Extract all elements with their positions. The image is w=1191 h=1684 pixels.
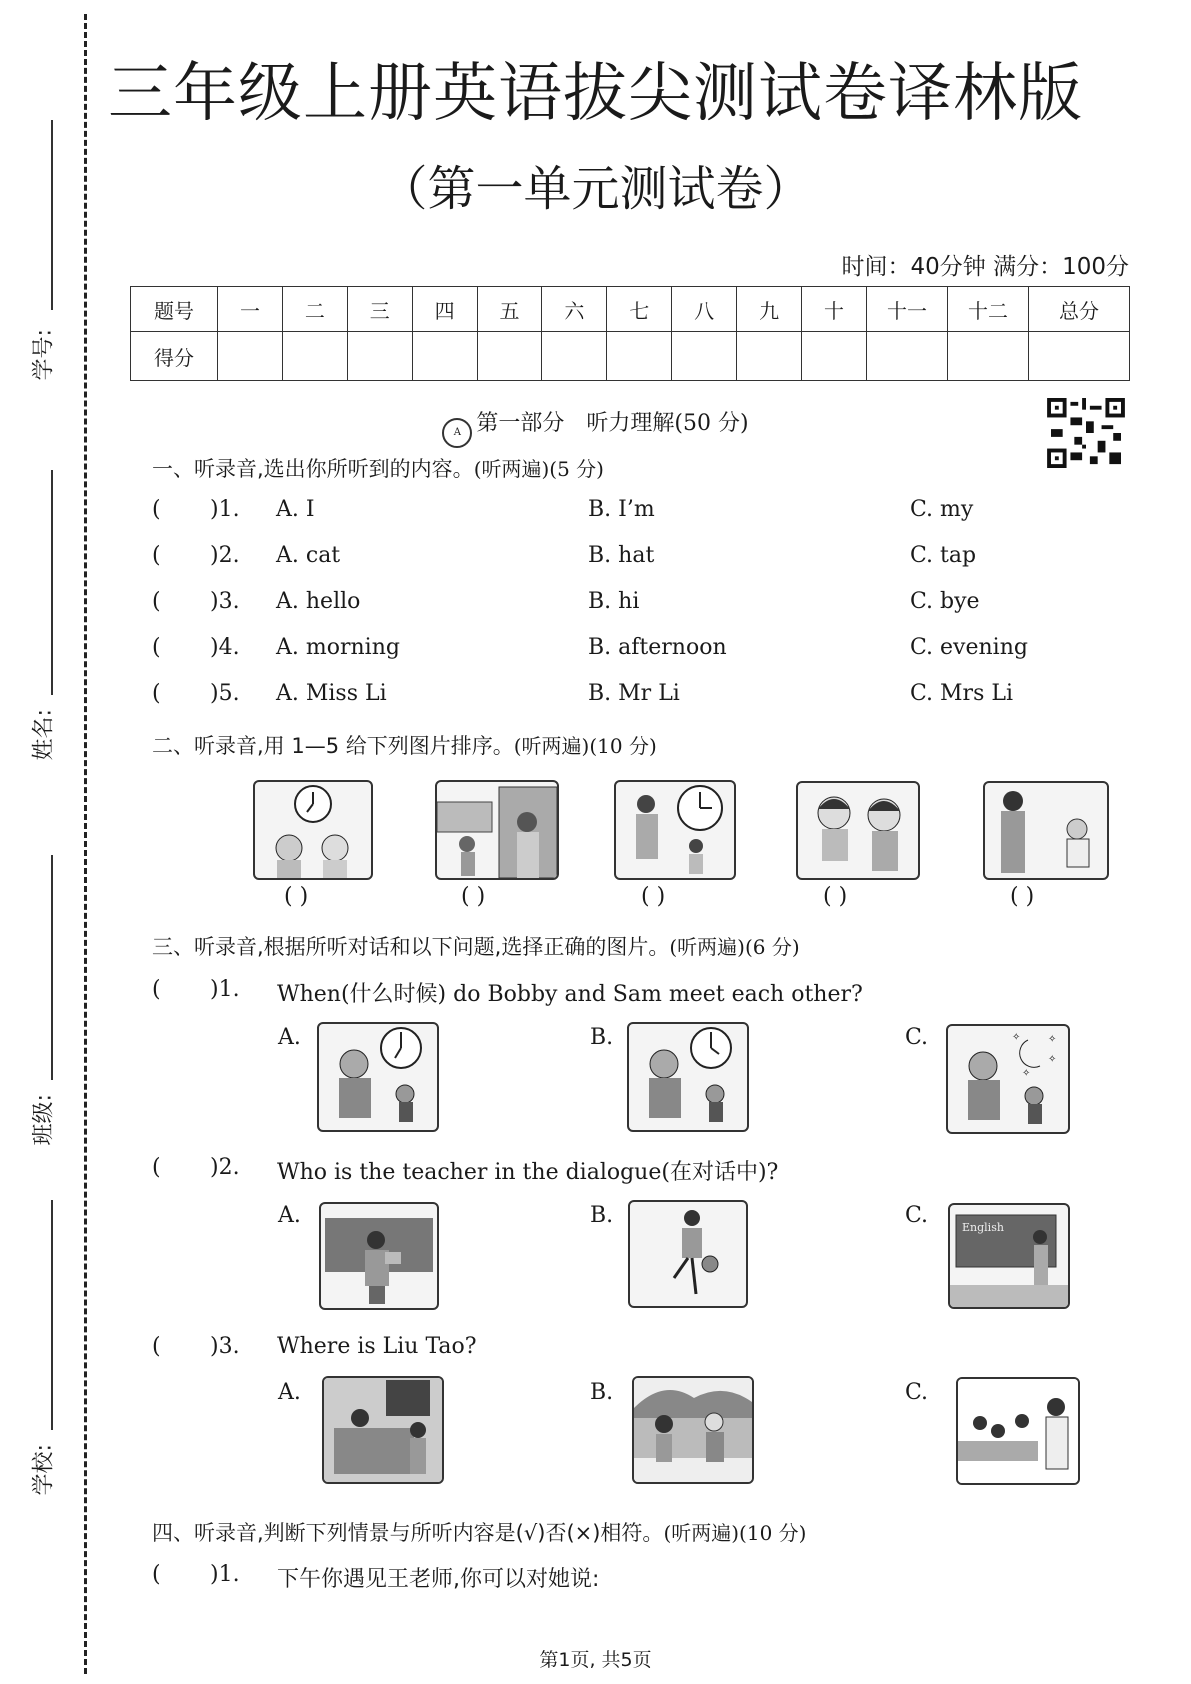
score-cell[interactable]: [948, 332, 1029, 381]
option-label-a: A.: [278, 1380, 301, 1405]
answer-blank[interactable]: (: [152, 589, 161, 614]
picture-cat-mouse-clock-4: [627, 1022, 749, 1132]
item-number: )4.: [210, 635, 240, 660]
option-label-a: A.: [278, 1203, 301, 1228]
picture-boy-teacher-door: [435, 780, 559, 880]
picture-classroom: [956, 1377, 1080, 1485]
section-three-heading: [152, 931, 800, 961]
option-label-c: C.: [905, 1380, 929, 1405]
answer-blank[interactable]: (: [152, 1334, 161, 1359]
picture-clock-girls: [253, 780, 373, 880]
picture-girl-basketball: [628, 1200, 748, 1308]
section-four-heading: [152, 1517, 806, 1547]
picture-order-blank[interactable]: ( ): [1010, 884, 1035, 909]
option-b: B. Mr Li: [588, 681, 680, 706]
section-two-note: (听两遍)(10 分): [513, 734, 657, 758]
item-text: 下午你遇见王老师,你可以对她说:: [277, 1567, 600, 1592]
score-cell[interactable]: [867, 332, 948, 381]
score-table-score-row: [131, 332, 1130, 381]
name-line[interactable]: [51, 470, 53, 695]
svg-text:✧: ✧: [1048, 1034, 1057, 1045]
picture-male-teacher-blackboard: [319, 1202, 439, 1310]
option-c: C. evening: [910, 635, 1028, 660]
question-text: Who is the teacher in the dialogue(在对话中)?: [277, 1160, 779, 1185]
time-and-score-info: 时间：40分钟 满分：100分: [841, 254, 1129, 280]
answer-blank[interactable]: (: [152, 1562, 161, 1587]
answer-blank[interactable]: (: [152, 543, 161, 568]
score-cell[interactable]: [218, 332, 283, 381]
score-table: [130, 286, 1130, 381]
table-header-cell: 六: [542, 287, 607, 332]
option-label-b: B.: [590, 1203, 614, 1228]
score-cell[interactable]: [737, 332, 802, 381]
item-number: )3.: [210, 589, 240, 614]
section-one-heading: [152, 453, 604, 483]
score-cell[interactable]: [672, 332, 737, 381]
qr-code-icon[interactable]: [1046, 398, 1126, 468]
option-label-a: A.: [278, 1025, 301, 1050]
headphones-icon: A: [442, 418, 472, 448]
picture-order-blank[interactable]: ( ): [823, 884, 848, 909]
table-header-cell: 一: [218, 287, 283, 332]
picture-park-outdoors: [632, 1376, 754, 1484]
section-four-note: (听两遍)(10 分): [663, 1521, 807, 1545]
item-number: )5.: [210, 681, 240, 706]
score-cell[interactable]: [802, 332, 867, 381]
option-a: A. cat: [276, 543, 341, 568]
table-row-header: 得分: [131, 332, 218, 381]
question-text: Where is Liu Tao?: [277, 1334, 477, 1359]
section-two-title: 二、听录音,用 1—5 给下列图片排序。: [152, 734, 514, 758]
score-cell[interactable]: [1029, 332, 1130, 381]
option-a: A. morning: [276, 635, 400, 660]
table-header-cell: 四: [412, 287, 477, 332]
question-text: When(什么时候) do Bobby and Sam meet each other?: [277, 982, 863, 1007]
score-table-header-row: [131, 287, 1130, 332]
table-header-cell: 十: [802, 287, 867, 332]
answer-blank[interactable]: (: [152, 681, 161, 706]
table-header-cell: 五: [477, 287, 542, 332]
school-line[interactable]: [51, 1200, 53, 1430]
picture-woman-boy-waving: [983, 781, 1109, 880]
page-title: 三年级上册英语拔尖测试卷译林版: [108, 57, 1083, 131]
svg-text:✧: ✧: [1022, 1068, 1031, 1079]
page-number: 第1页, 共5页: [539, 1649, 652, 1671]
class-line[interactable]: [51, 855, 53, 1080]
answer-blank[interactable]: (: [152, 977, 161, 1002]
answer-blank[interactable]: (: [152, 635, 161, 660]
option-label-b: B.: [590, 1380, 614, 1405]
page-subtitle: （第一单元测试卷）: [379, 161, 812, 217]
option-c: C. tap: [910, 543, 977, 568]
section-four-title: 四、听录音,判断下列情景与所听内容是(√)否(×)相符。: [152, 1521, 664, 1545]
svg-text:English: English: [962, 1221, 1004, 1234]
school-label: 学校:: [31, 1444, 57, 1496]
student-id-label: 学号:: [31, 329, 57, 381]
option-b: B. hi: [588, 589, 640, 614]
answer-blank[interactable]: (: [152, 1155, 161, 1180]
picture-cat-mouse-moon-stars: [946, 1024, 1070, 1134]
table-header-cell: 十二: [948, 287, 1029, 332]
option-b: B. I’m: [588, 497, 655, 522]
table-header-cell: 九: [737, 287, 802, 332]
score-cell[interactable]: [282, 332, 347, 381]
part-one-title: 第一部分 听力理解(50 分): [476, 411, 749, 436]
score-cell[interactable]: [542, 332, 607, 381]
option-a: A. Miss Li: [276, 681, 387, 706]
section-three-note: (听两遍)(6 分): [669, 935, 800, 959]
name-label: 姓名:: [31, 709, 57, 761]
item-number: )1.: [210, 1562, 240, 1587]
option-a: A. I: [276, 497, 315, 522]
table-header-cell: 十一: [867, 287, 948, 332]
svg-text:✧: ✧: [1048, 1054, 1057, 1065]
option-c: C. my: [910, 497, 974, 522]
score-cell[interactable]: [412, 332, 477, 381]
option-label-b: B.: [590, 1025, 614, 1050]
item-number: )1.: [210, 497, 240, 522]
question-number: )3.: [210, 1334, 240, 1359]
picture-boy-girl-backpacks: [796, 781, 920, 880]
table-header-cell: 二: [282, 287, 347, 332]
class-label: 班级:: [31, 1094, 57, 1146]
section-two-heading: [152, 730, 657, 760]
picture-order-blank[interactable]: ( ): [641, 884, 666, 909]
option-c: C. bye: [910, 589, 980, 614]
item-number: )2.: [210, 543, 240, 568]
option-c: C. Mrs Li: [910, 681, 1014, 706]
table-header-cell: 七: [607, 287, 672, 332]
binding-dashed-line: [84, 14, 87, 1674]
option-b: B. afternoon: [588, 635, 727, 660]
table-header-cell: 八: [672, 287, 737, 332]
picture-order-blank[interactable]: ( ): [461, 884, 486, 909]
section-three-title: 三、听录音,根据所听对话和以下问题,选择正确的图片。: [152, 935, 670, 959]
section-one-note: (听两遍)(5 分): [473, 457, 604, 481]
picture-cat-mouse-clock-7: [317, 1022, 439, 1132]
picture-bedroom-night: [322, 1376, 444, 1484]
part-one-heading: [0, 406, 1191, 448]
picture-woman-boy-clock: [614, 780, 736, 880]
score-cell[interactable]: [607, 332, 672, 381]
option-b: B. hat: [588, 543, 655, 568]
picture-female-teacher-english: [948, 1203, 1070, 1309]
option-label-c: C.: [905, 1203, 929, 1228]
option-a: A. hello: [276, 589, 361, 614]
table-header-cell: 题号: [131, 287, 218, 332]
score-cell[interactable]: [347, 332, 412, 381]
table-header-cell: 总分: [1029, 287, 1130, 332]
score-cell[interactable]: [477, 332, 542, 381]
option-label-c: C.: [905, 1025, 929, 1050]
answer-blank[interactable]: (: [152, 497, 161, 522]
question-number: )1.: [210, 977, 240, 1002]
svg-text:✧: ✧: [1012, 1032, 1021, 1043]
picture-order-blank[interactable]: ( ): [284, 884, 309, 909]
section-one-title: 一、听录音,选出你所听到的内容。: [152, 457, 474, 481]
question-number: )2.: [210, 1155, 240, 1180]
table-header-cell: 三: [347, 287, 412, 332]
